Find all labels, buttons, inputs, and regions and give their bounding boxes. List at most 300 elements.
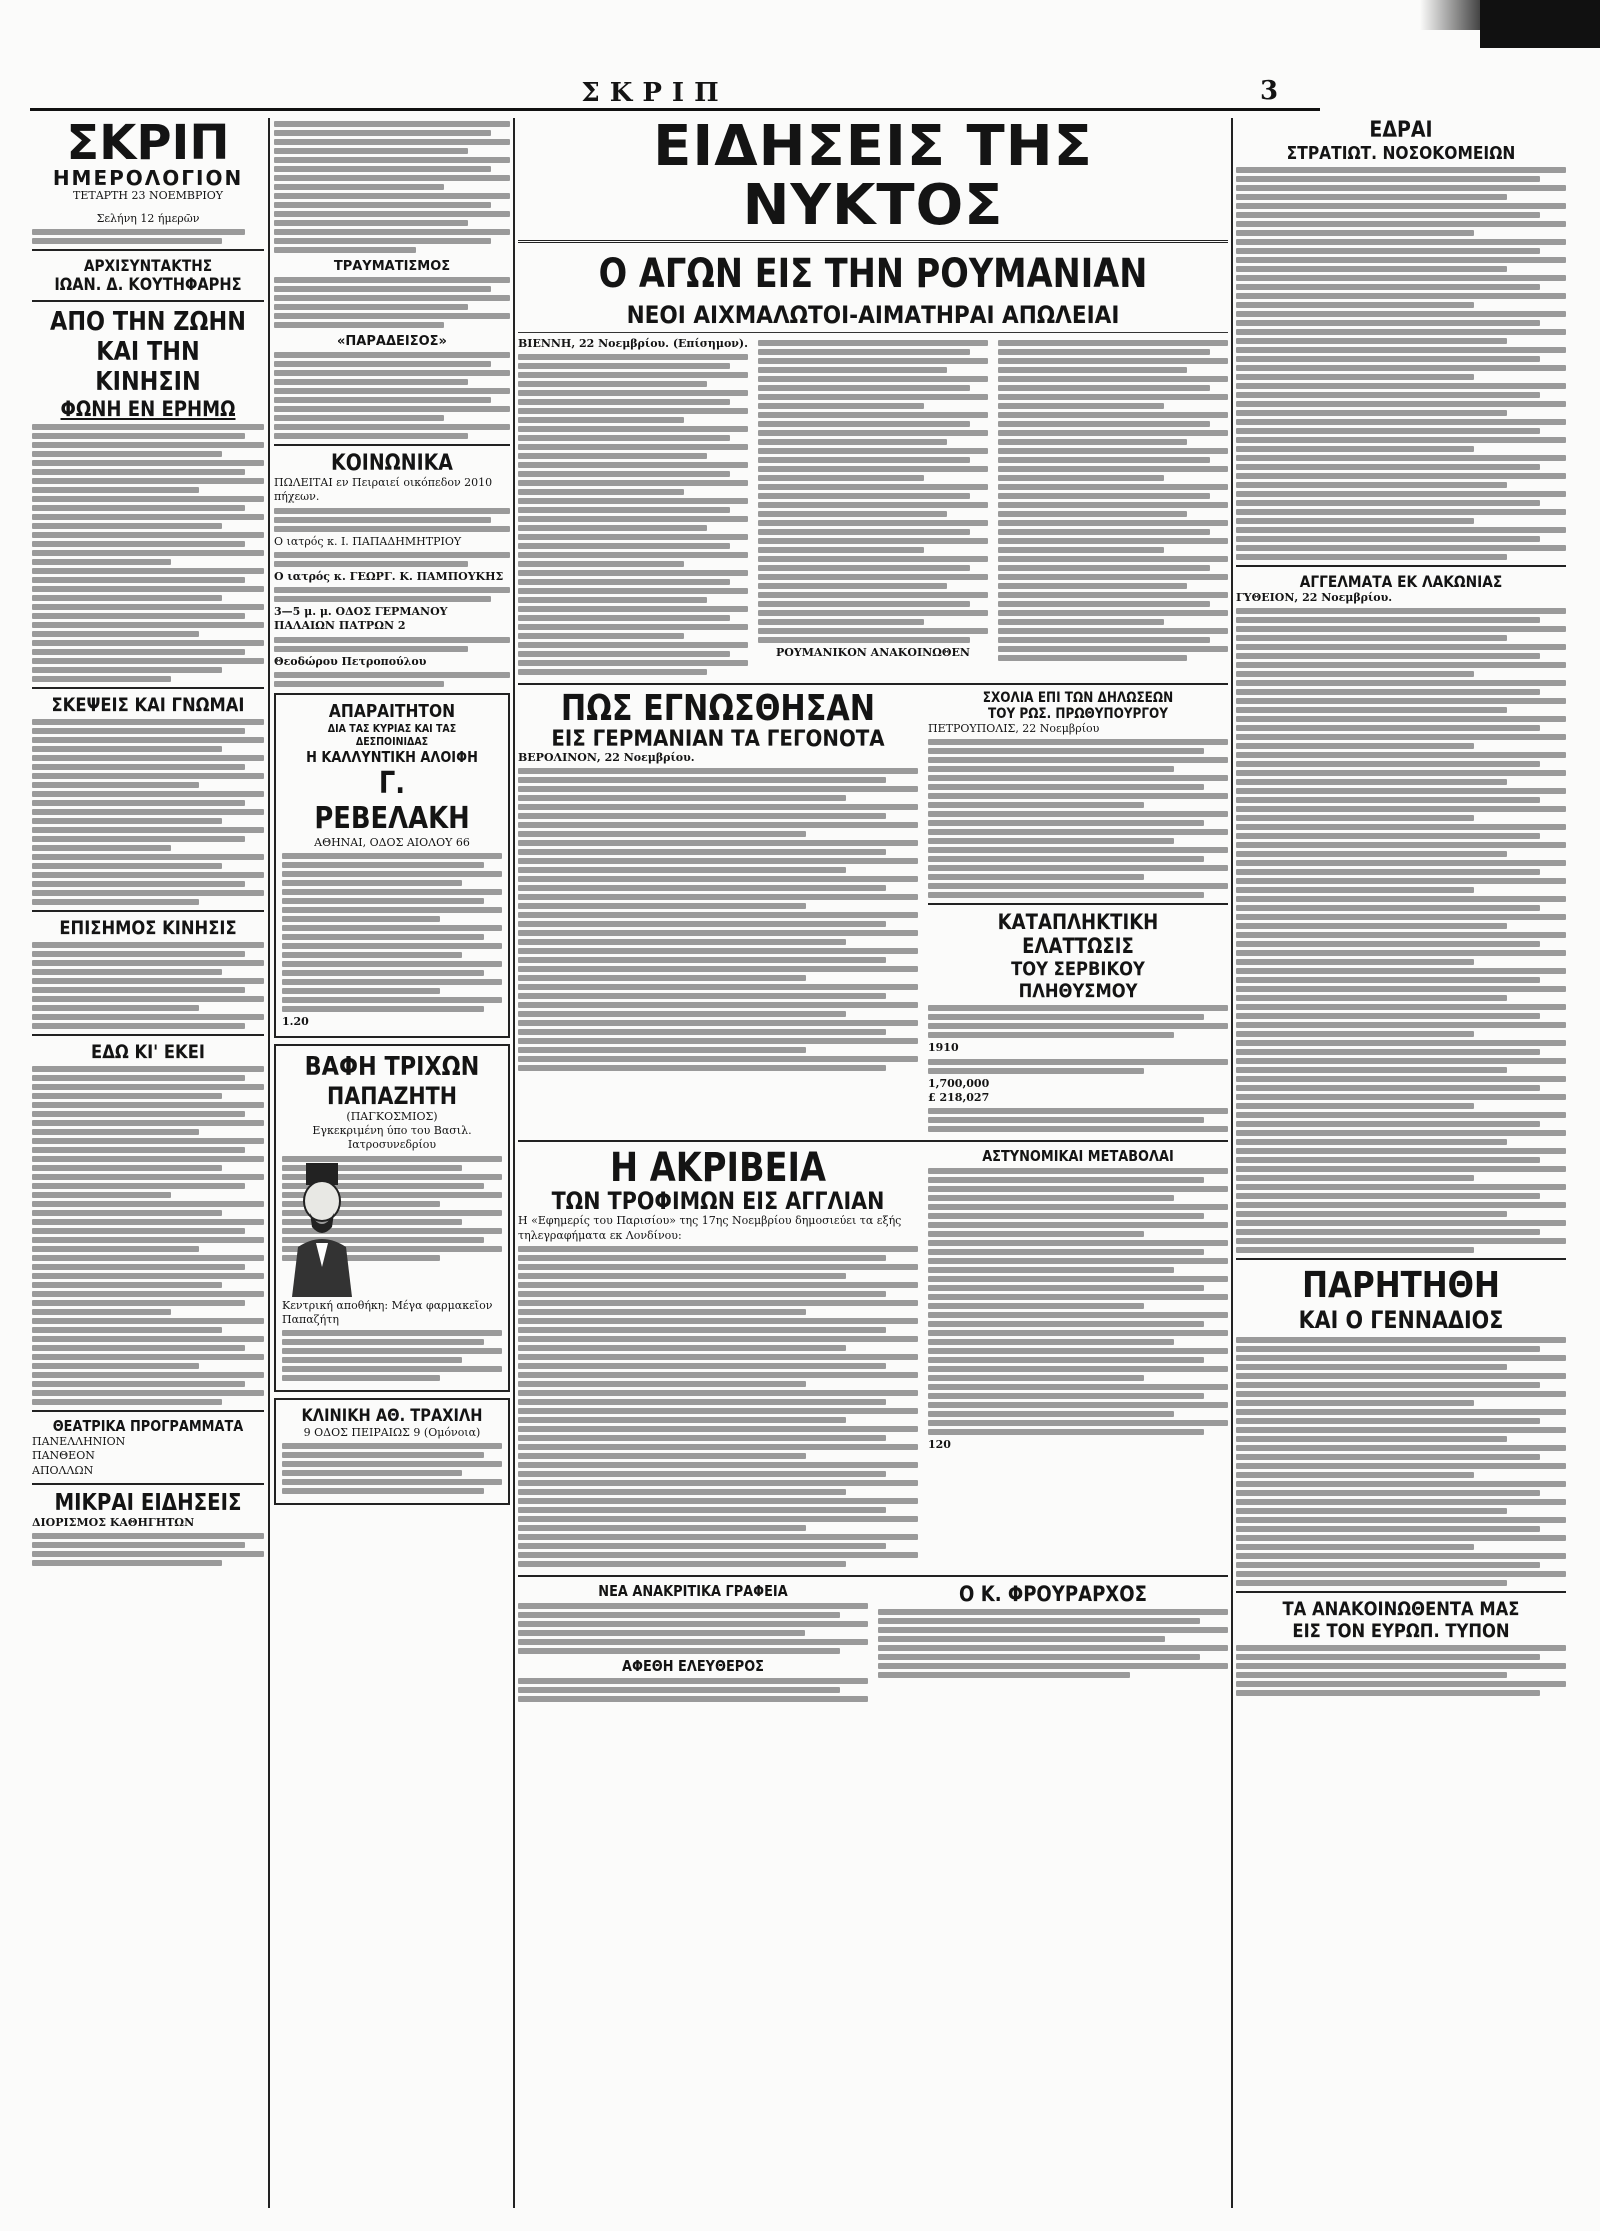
text-line-placeholder xyxy=(518,1648,840,1654)
text-line-placeholder xyxy=(518,876,918,882)
text-line-placeholder xyxy=(32,487,199,493)
text-line-placeholder xyxy=(518,1639,868,1645)
text-line-placeholder xyxy=(274,424,510,430)
text-line-placeholder xyxy=(1236,797,1540,803)
text-line-placeholder xyxy=(928,1249,1204,1255)
text-line-placeholder xyxy=(1236,1427,1566,1433)
text-line-placeholder xyxy=(1236,401,1566,407)
text-line-placeholder xyxy=(32,719,264,725)
text-line-placeholder xyxy=(518,1435,886,1441)
text-line-placeholder xyxy=(1236,1121,1540,1127)
text-line-placeholder xyxy=(518,1354,918,1360)
text-line-placeholder xyxy=(274,247,416,253)
text-line-placeholder xyxy=(1236,1454,1540,1460)
text-line-placeholder xyxy=(998,439,1187,445)
text-line-placeholder xyxy=(518,1047,806,1053)
text-line-placeholder xyxy=(274,130,491,136)
text-line-placeholder xyxy=(758,484,988,490)
text-line-placeholder xyxy=(928,1312,1228,1318)
serbian-number: £ 218,027 xyxy=(928,1090,990,1104)
divider xyxy=(274,444,510,446)
text-line-placeholder xyxy=(758,592,988,598)
text-line-placeholder xyxy=(1236,392,1540,398)
text-line-placeholder xyxy=(928,856,1204,862)
ad-trachili xyxy=(274,1398,510,1505)
text-line-placeholder xyxy=(928,1420,1228,1426)
text-line-placeholder xyxy=(282,880,462,886)
text-line-placeholder xyxy=(1236,1517,1566,1523)
text-line-placeholder xyxy=(274,277,510,283)
lakonia-headline: ΑΓΓΕΛΜΑΤΑ ΕΚ ΛΑΚΩΝΙΑΣ xyxy=(1299,572,1503,591)
text-line-placeholder xyxy=(1236,1544,1474,1550)
text-line-placeholder xyxy=(1236,662,1566,668)
text-line-placeholder xyxy=(928,883,1228,889)
calendar-date: ΤΕΤΑΡΤΗ 23 ΝΟΕΜΒΡΙΟΥ xyxy=(72,189,223,203)
text-line-placeholder xyxy=(1236,959,1474,965)
text-line-placeholder xyxy=(518,930,918,936)
text-line-placeholder xyxy=(518,984,918,990)
editor-name: ΙΩΑΝ. Δ. ΚΟΥΤΗΦΑΡΗΣ xyxy=(54,274,242,295)
text-line-placeholder xyxy=(282,1375,440,1381)
text-line-placeholder xyxy=(1236,743,1474,749)
ad-revelaki-product: Η ΚΑΛΛΥΝΤΙΚΗ ΑΛΟΙΦΗ xyxy=(306,748,478,767)
text-line-placeholder xyxy=(274,406,510,412)
text-line-placeholder xyxy=(928,1321,1204,1327)
text-line-placeholder xyxy=(32,1336,264,1342)
text-line-placeholder xyxy=(1236,509,1566,515)
divider xyxy=(518,1575,1228,1577)
text-line-placeholder xyxy=(518,1020,918,1026)
text-line-placeholder xyxy=(32,523,222,529)
text-line-placeholder xyxy=(1236,347,1566,353)
text-line-placeholder xyxy=(1236,1355,1566,1361)
text-line-placeholder xyxy=(518,1612,840,1618)
text-line-placeholder xyxy=(518,606,748,612)
text-line-placeholder xyxy=(1236,491,1566,497)
text-line-placeholder xyxy=(1236,1238,1566,1244)
text-line-placeholder xyxy=(758,358,988,364)
text-line-placeholder xyxy=(518,1318,918,1324)
text-line-placeholder xyxy=(758,403,924,409)
banner-headline: ΕΙΔΗΣΕΙΣ ΤΗΣ ΝΥΚΤΟΣ xyxy=(518,118,1228,243)
text-line-placeholder xyxy=(928,1402,1228,1408)
text-line-placeholder xyxy=(1236,761,1540,767)
text-line-placeholder xyxy=(1236,923,1507,929)
anakritika-headline: ΝΕΑ ΑΝΑΚΡΙΤΙΚΑ ΓΡΑΦΕΙΑ xyxy=(598,1582,788,1601)
text-line-placeholder xyxy=(32,969,222,975)
bottom-row xyxy=(518,1582,1228,1705)
text-line-placeholder xyxy=(928,757,1228,763)
text-line-placeholder xyxy=(998,556,1228,562)
text-line-placeholder xyxy=(32,505,245,511)
text-line-placeholder xyxy=(1236,932,1566,938)
ad-papaziti-top: ΒΑΦΗ ΤΡΙΧΩΝ xyxy=(304,1051,480,1082)
text-line-placeholder xyxy=(518,1471,886,1477)
text-line-placeholder xyxy=(1236,1175,1474,1181)
text-line-placeholder xyxy=(32,229,245,235)
afethi-headline: ΑΦΕΘΗ ΕΛΕΥΘΕΡΟΣ xyxy=(622,1657,764,1676)
text-line-placeholder xyxy=(998,394,1228,400)
text-line-placeholder xyxy=(282,1357,462,1363)
text-line-placeholder xyxy=(518,1363,886,1369)
text-line-placeholder xyxy=(758,628,988,634)
text-line-placeholder xyxy=(518,894,918,900)
text-line-placeholder xyxy=(1236,1337,1566,1343)
text-line-placeholder xyxy=(518,633,684,639)
text-line-placeholder xyxy=(518,408,748,414)
text-line-placeholder xyxy=(928,1267,1174,1273)
text-line-placeholder xyxy=(518,1561,846,1567)
text-line-placeholder xyxy=(1236,185,1566,191)
text-line-placeholder xyxy=(928,1204,1228,1210)
text-line-placeholder xyxy=(758,637,970,643)
text-line-placeholder xyxy=(1236,968,1566,974)
text-line-placeholder xyxy=(32,827,264,833)
column-second xyxy=(274,118,510,2208)
text-line-placeholder xyxy=(1236,455,1566,461)
text-line-placeholder xyxy=(1236,1445,1566,1451)
divider xyxy=(1236,1258,1566,1260)
text-line-placeholder xyxy=(518,390,748,396)
text-line-placeholder xyxy=(1236,1013,1540,1019)
text-line-placeholder xyxy=(928,838,1174,844)
text-line-placeholder xyxy=(282,1330,502,1336)
text-line-placeholder xyxy=(1236,608,1566,614)
text-line-placeholder xyxy=(282,970,484,976)
text-line-placeholder xyxy=(1236,464,1540,470)
text-line-placeholder xyxy=(274,202,491,208)
text-line-placeholder xyxy=(282,1006,484,1012)
text-line-placeholder xyxy=(518,939,846,945)
text-line-placeholder xyxy=(32,1075,245,1081)
text-line-placeholder xyxy=(998,475,1164,481)
text-line-placeholder xyxy=(1236,167,1566,173)
text-line-placeholder xyxy=(518,660,748,666)
text-line-placeholder xyxy=(998,367,1187,373)
text-line-placeholder xyxy=(32,658,264,664)
text-line-placeholder xyxy=(1236,266,1507,272)
text-line-placeholder xyxy=(274,166,491,172)
text-line-placeholder xyxy=(1236,1499,1566,1505)
romanian-communique: ΡΟΥΜΑΝΙΚΟΝ ΑΝΑΚΟΙΝΩΘΕΝ xyxy=(776,645,970,659)
text-line-placeholder xyxy=(1236,194,1507,200)
text-line-placeholder xyxy=(928,1032,1174,1038)
text-line-placeholder xyxy=(274,157,510,163)
text-line-placeholder xyxy=(32,773,264,779)
text-line-placeholder xyxy=(758,430,988,436)
koinonika-item: Ο ιατρός κ. ΓΕΩΡΓ. Κ. ΠΑΜΠΟΥΚΗΣ xyxy=(274,569,504,583)
text-line-placeholder xyxy=(282,943,502,949)
text-line-placeholder xyxy=(1236,1681,1566,1687)
text-line-placeholder xyxy=(1236,554,1507,560)
akribeia-lead: Η «Εφημερίς του Παρισίου» της 17ης Νοεμβρίου δημοσιεύει τα εξής τηλεγραφήματα εκ Λονδίνου: xyxy=(518,1214,902,1242)
text-line-placeholder xyxy=(518,921,886,927)
text-line-placeholder xyxy=(928,802,1144,808)
text-line-placeholder xyxy=(274,295,510,301)
text-line-placeholder xyxy=(518,795,846,801)
text-line-placeholder xyxy=(1236,230,1474,236)
text-line-placeholder xyxy=(1236,941,1540,947)
text-line-placeholder xyxy=(32,1309,171,1315)
text-line-placeholder xyxy=(878,1672,1130,1678)
text-line-placeholder xyxy=(518,1309,806,1315)
text-line-placeholder xyxy=(928,1393,1204,1399)
text-line-placeholder xyxy=(32,728,245,734)
text-line-placeholder xyxy=(518,786,918,792)
text-line-placeholder xyxy=(1236,545,1566,551)
text-line-placeholder xyxy=(928,1348,1228,1354)
text-line-placeholder xyxy=(32,568,264,574)
text-line-placeholder xyxy=(998,529,1210,535)
sidebar-dateline: ΠΕΤΡΟΥΠΟΛΙΣ, 22 Νοεμβρίου xyxy=(928,722,1100,736)
text-line-placeholder xyxy=(282,952,462,958)
text-line-placeholder xyxy=(518,1426,918,1432)
text-line-placeholder xyxy=(998,547,1164,553)
section-skepseis: ΣΚΕΨΕΙΣ ΚΑΙ ΓΝΩΜΑΙ xyxy=(51,693,245,716)
text-line-placeholder xyxy=(274,637,510,643)
text-line-placeholder xyxy=(518,1621,868,1627)
text-line-placeholder xyxy=(282,1339,484,1345)
section-mikrai: ΜΙΚΡΑΙ ΕΙΔΗΣΕΙΣ xyxy=(54,1489,242,1516)
text-line-placeholder xyxy=(1236,824,1566,830)
text-line-placeholder xyxy=(1236,806,1566,812)
sidebar-headline: ΣΧΟΛΙΑ ΕΠΙ ΤΩΝ ΔΗΛΩΣΕΩΝ xyxy=(982,690,1174,707)
traumatismos-heading: ΤΡΑΥΜΑΤΙΣΜΟΣ xyxy=(333,259,451,274)
divider xyxy=(32,249,264,251)
text-line-placeholder xyxy=(518,579,730,585)
paradeisos-heading: «ΠΑΡΑΔΕΙΣΟΣ» xyxy=(337,334,447,349)
text-line-placeholder xyxy=(1236,725,1540,731)
text-line-placeholder xyxy=(1236,977,1540,983)
text-line-placeholder xyxy=(758,610,988,616)
text-line-placeholder xyxy=(758,448,988,454)
text-line-placeholder xyxy=(758,547,924,553)
text-line-placeholder xyxy=(1236,1562,1540,1568)
text-line-placeholder xyxy=(274,526,510,532)
text-line-placeholder xyxy=(32,1129,199,1135)
text-line-placeholder xyxy=(758,439,947,445)
text-line-placeholder xyxy=(1236,1663,1566,1669)
text-line-placeholder xyxy=(1236,1031,1474,1037)
text-line-placeholder xyxy=(32,809,264,815)
text-line-placeholder xyxy=(518,372,748,378)
text-line-placeholder xyxy=(928,1126,1228,1132)
text-line-placeholder xyxy=(998,484,1228,490)
text-line-placeholder xyxy=(758,466,988,472)
text-line-placeholder xyxy=(32,649,245,655)
text-line-placeholder xyxy=(518,1300,918,1306)
text-line-placeholder xyxy=(282,1452,484,1458)
text-line-placeholder xyxy=(32,238,222,244)
text-line-placeholder xyxy=(32,1201,264,1207)
text-line-placeholder xyxy=(1236,1690,1540,1696)
text-line-placeholder xyxy=(274,238,491,244)
main-article-columns xyxy=(518,337,1228,678)
serbian-subhead: ΤΟΥ ΣΕΡΒΙΚΟΥ ΠΛΗΘΥΣΜΟΥ xyxy=(1011,958,1145,1003)
text-line-placeholder xyxy=(282,916,440,922)
text-line-placeholder xyxy=(274,286,491,292)
text-line-placeholder xyxy=(758,556,988,562)
text-line-placeholder xyxy=(758,421,970,427)
text-line-placeholder xyxy=(1236,779,1507,785)
text-line-placeholder xyxy=(928,1186,1228,1192)
koinonika-item: Θεοδώρου Πετροπούλου xyxy=(274,654,427,668)
text-line-placeholder xyxy=(518,1507,886,1513)
text-line-placeholder xyxy=(518,858,918,864)
text-line-placeholder xyxy=(518,462,748,468)
text-line-placeholder xyxy=(32,863,222,869)
text-line-placeholder xyxy=(274,229,510,235)
text-line-placeholder xyxy=(1236,1418,1540,1424)
text-line-placeholder xyxy=(274,508,510,514)
text-line-placeholder xyxy=(998,610,1228,616)
divider xyxy=(32,910,264,912)
text-line-placeholder xyxy=(518,831,806,837)
text-line-placeholder xyxy=(32,1111,245,1117)
page-number: 3 xyxy=(1260,76,1279,106)
text-line-placeholder xyxy=(998,421,1210,427)
column-rule xyxy=(1231,118,1233,2208)
text-line-placeholder xyxy=(998,583,1187,589)
almanac: Σελήνη 12 ήμερῶν xyxy=(96,211,200,225)
text-line-placeholder xyxy=(518,1056,918,1062)
text-line-placeholder xyxy=(518,1390,918,1396)
text-line-placeholder xyxy=(274,220,468,226)
text-line-placeholder xyxy=(998,574,1228,580)
text-line-placeholder xyxy=(928,1005,1228,1011)
text-line-placeholder xyxy=(32,1138,264,1144)
text-line-placeholder xyxy=(1236,680,1566,686)
text-line-placeholder xyxy=(928,1303,1144,1309)
text-line-placeholder xyxy=(1236,1049,1540,1055)
text-line-placeholder xyxy=(1236,176,1540,182)
text-line-placeholder xyxy=(1236,734,1566,740)
text-line-placeholder xyxy=(1236,1364,1507,1370)
text-line-placeholder xyxy=(282,889,502,895)
text-line-placeholder xyxy=(32,782,199,788)
text-line-placeholder xyxy=(998,619,1164,625)
text-line-placeholder xyxy=(32,951,245,957)
text-line-placeholder xyxy=(518,1336,918,1342)
text-line-placeholder xyxy=(32,1399,222,1405)
text-line-placeholder xyxy=(32,1219,264,1225)
text-line-placeholder xyxy=(32,604,264,610)
text-line-placeholder xyxy=(1236,770,1566,776)
text-line-placeholder xyxy=(282,1461,502,1467)
ad-revelaki-top: ΑΠΑΡΑΙΤΗΤΟΝ xyxy=(328,701,456,723)
text-line-placeholder xyxy=(32,818,222,824)
text-line-placeholder xyxy=(518,975,806,981)
text-line-placeholder xyxy=(32,1084,264,1090)
text-line-placeholder xyxy=(518,1011,846,1017)
text-line-placeholder xyxy=(928,1117,1204,1123)
text-line-placeholder xyxy=(998,457,1210,463)
text-line-placeholder xyxy=(32,800,245,806)
text-line-placeholder xyxy=(518,948,918,954)
text-line-placeholder xyxy=(928,1285,1204,1291)
text-line-placeholder xyxy=(518,966,918,972)
text-line-placeholder xyxy=(32,1174,264,1180)
text-line-placeholder xyxy=(32,791,264,797)
text-line-placeholder xyxy=(32,550,264,556)
scan-edge-fade xyxy=(1420,0,1480,30)
text-line-placeholder xyxy=(518,1399,886,1405)
text-line-placeholder xyxy=(518,489,684,495)
text-line-placeholder xyxy=(32,1363,199,1369)
ad-papaziti xyxy=(274,1044,510,1392)
text-line-placeholder xyxy=(1236,1400,1474,1406)
text-line-placeholder xyxy=(928,1258,1228,1264)
text-line-placeholder xyxy=(518,1603,868,1609)
text-line-placeholder xyxy=(998,466,1228,472)
text-line-placeholder xyxy=(1236,257,1566,263)
text-line-placeholder xyxy=(1236,905,1540,911)
text-line-placeholder xyxy=(1236,527,1566,533)
text-line-placeholder xyxy=(758,493,970,499)
text-line-placeholder xyxy=(518,525,707,531)
text-line-placeholder xyxy=(282,1443,502,1449)
article-headline: ΠΩΣ ΕΓΝΩΣΘΗΣΑΝ xyxy=(560,688,876,730)
text-line-placeholder xyxy=(758,601,970,607)
text-line-placeholder xyxy=(32,1291,264,1297)
text-line-placeholder xyxy=(282,1479,502,1485)
text-line-placeholder xyxy=(1236,635,1507,641)
text-line-placeholder xyxy=(518,651,730,657)
text-line-placeholder xyxy=(1236,311,1566,317)
text-line-placeholder xyxy=(928,820,1204,826)
text-line-placeholder xyxy=(998,628,1228,634)
text-line-placeholder xyxy=(1236,536,1540,542)
text-line-placeholder xyxy=(274,175,510,181)
text-line-placeholder xyxy=(1236,1211,1507,1217)
text-line-placeholder xyxy=(274,148,468,154)
text-line-placeholder xyxy=(758,502,988,508)
text-line-placeholder xyxy=(518,822,918,828)
text-line-placeholder xyxy=(998,655,1187,661)
text-line-placeholder xyxy=(32,640,264,646)
text-line-placeholder xyxy=(1236,428,1540,434)
text-line-placeholder xyxy=(518,354,748,360)
text-line-placeholder xyxy=(928,865,1228,871)
text-line-placeholder xyxy=(274,517,491,523)
text-line-placeholder xyxy=(274,681,444,687)
text-line-placeholder xyxy=(1236,473,1566,479)
text-line-placeholder xyxy=(518,1453,806,1459)
text-line-placeholder xyxy=(1236,1672,1507,1678)
text-line-placeholder xyxy=(758,457,970,463)
text-line-placeholder xyxy=(32,514,264,520)
text-line-placeholder xyxy=(1236,221,1566,227)
text-line-placeholder xyxy=(282,907,502,913)
text-line-placeholder xyxy=(1236,1580,1507,1586)
text-line-placeholder xyxy=(32,942,264,948)
text-line-placeholder xyxy=(518,363,730,369)
masthead-title: ΣΚΡΙΠ xyxy=(581,78,729,108)
text-line-placeholder xyxy=(518,768,918,774)
text-line-placeholder xyxy=(518,426,748,432)
text-line-placeholder xyxy=(1236,1553,1566,1559)
text-line-placeholder xyxy=(32,1120,264,1126)
column-rule xyxy=(268,118,270,2208)
text-line-placeholder xyxy=(518,885,886,891)
text-line-placeholder xyxy=(1236,1645,1566,1651)
text-line-placeholder xyxy=(998,646,1228,652)
text-line-placeholder xyxy=(998,376,1228,382)
text-line-placeholder xyxy=(274,379,468,385)
text-line-placeholder xyxy=(518,1417,846,1423)
text-line-placeholder xyxy=(1236,293,1566,299)
divider xyxy=(1236,565,1566,567)
